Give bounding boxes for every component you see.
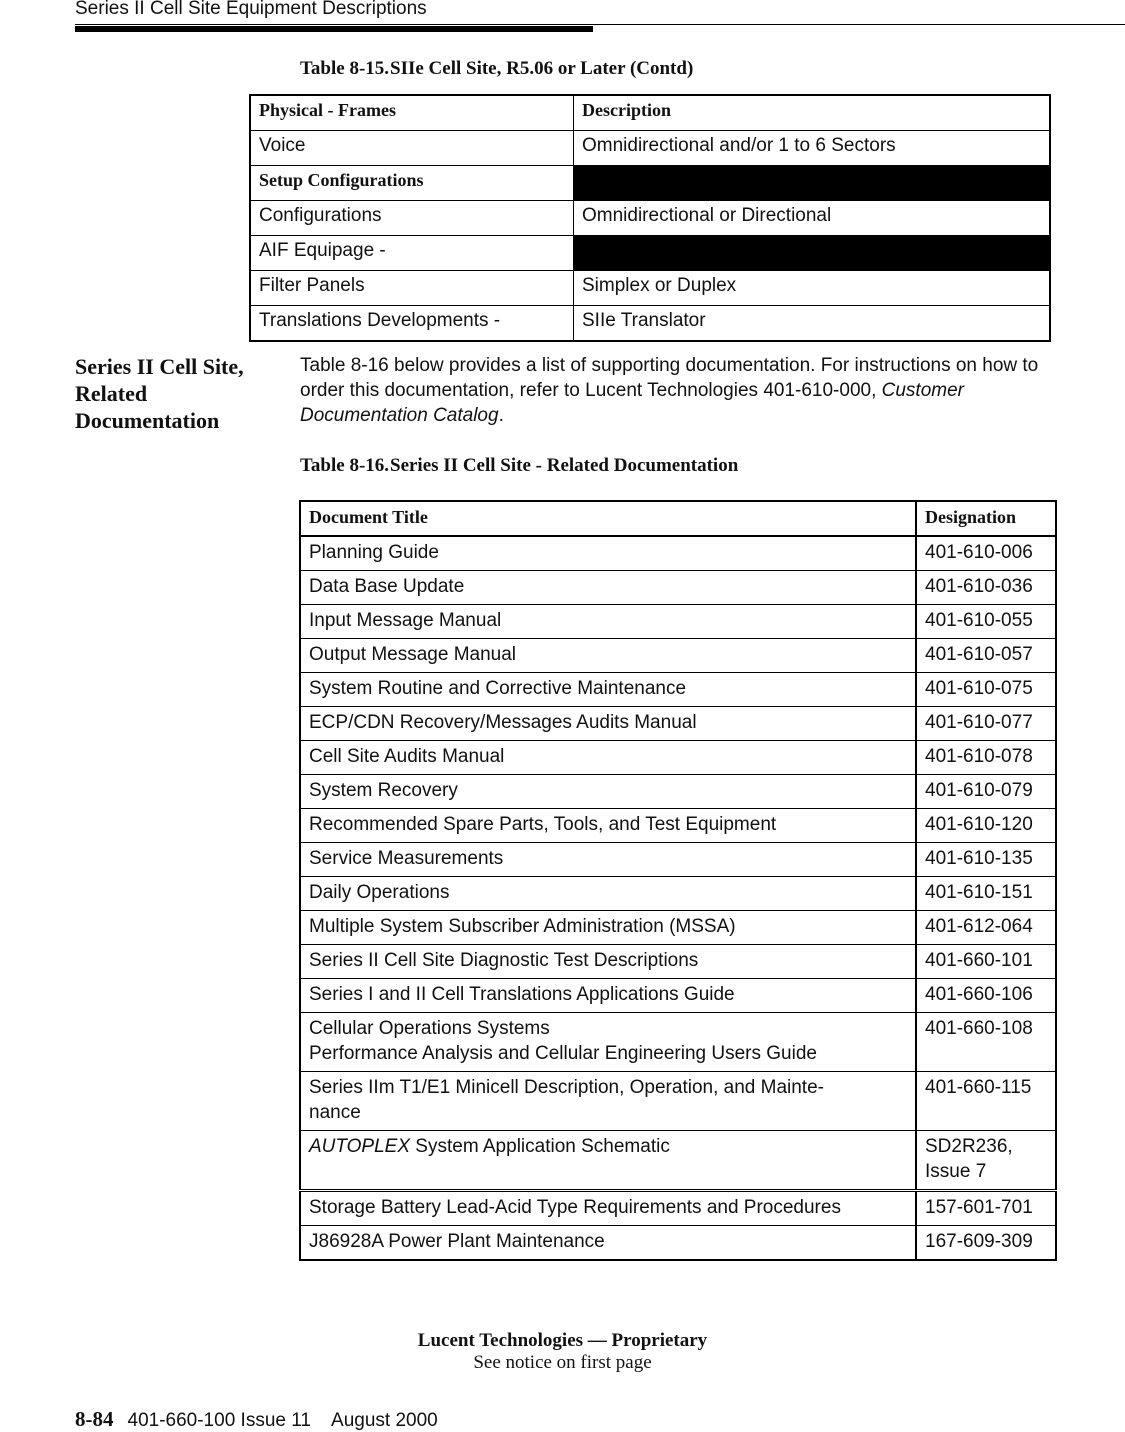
table-header-row [250, 95, 1050, 131]
table-cell: Simplex or Duplex [574, 271, 1051, 306]
document-title: Daily Operations [300, 877, 916, 911]
table-cell: AIF Equipage - [250, 236, 574, 271]
document-designation: 401-610-077 [916, 707, 1056, 741]
document-designation: 401-612-064 [916, 911, 1056, 945]
table-cell: SIIe Translator [574, 306, 1051, 342]
document-designation: 401-610-057 [916, 639, 1056, 673]
table-cell: Translations Developments - [250, 306, 574, 342]
table-row [300, 1226, 1056, 1261]
document-title-line-1: Cellular Operations Systems [309, 1018, 550, 1039]
table-cell: Omnidirectional or Directional [574, 201, 1051, 236]
designation-line-2: Issue 7 [925, 1161, 987, 1182]
document-designation: 401-610-151 [916, 877, 1056, 911]
document-designation: 401-610-079 [916, 775, 1056, 809]
table-816-caption-title: Series II Cell Site - Related Documentation [390, 455, 739, 476]
document-designation: 401-610-120 [916, 809, 1056, 843]
section-paragraph [300, 353, 1060, 428]
table-row [300, 775, 1056, 809]
document-title-line-2: Performance Analysis and Cellular Engineering Users Guide [309, 1043, 817, 1064]
document-title: Series II Cell Site Diagnostic Test Descriptions [300, 945, 916, 979]
column-header-description: Description [574, 95, 1051, 131]
document-designation: 401-660-115 [916, 1072, 1056, 1131]
table-row [300, 809, 1056, 843]
document-title [300, 1013, 916, 1072]
document-designation: 401-610-055 [916, 605, 1056, 639]
table-section-row [250, 166, 1050, 201]
document-title: Planning Guide [300, 536, 916, 571]
document-designation: 401-610-078 [916, 741, 1056, 775]
document-designation: 401-610-006 [916, 536, 1056, 571]
section-label-setup-configurations: Setup Configurations [250, 166, 574, 201]
document-title: System Recovery [300, 775, 916, 809]
document-designation: 401-660-101 [916, 945, 1056, 979]
document-title: System Routine and Corrective Maintenance [300, 673, 916, 707]
table-row [300, 1072, 1056, 1131]
table-815 [249, 94, 1051, 342]
table-row [300, 843, 1056, 877]
document-title [300, 1131, 916, 1191]
table-row [300, 639, 1056, 673]
document-title: Output Message Manual [300, 639, 916, 673]
table-cell: Configurations [250, 201, 574, 236]
document-title: Storage Battery Lead-Acid Type Requirements and Procedures [300, 1191, 916, 1226]
document-designation: 401-610-036 [916, 571, 1056, 605]
table-row [250, 306, 1050, 342]
table-cell: Filter Panels [250, 271, 574, 306]
table-row [300, 1131, 1056, 1191]
table-row [300, 945, 1056, 979]
document-title: ECP/CDN Recovery/Messages Audits Manual [300, 707, 916, 741]
document-title: Recommended Spare Parts, Tools, and Test Equipment [300, 809, 916, 843]
table-row [300, 673, 1056, 707]
document-title: Service Measurements [300, 843, 916, 877]
table-row [250, 271, 1050, 306]
table-header-row [300, 501, 1056, 536]
table-row [250, 201, 1050, 236]
table-row [300, 1013, 1056, 1072]
running-header: Series II Cell Site Equipment Descriptions [75, 0, 427, 19]
document-designation: 401-610-135 [916, 843, 1056, 877]
paragraph-text: Table 8-16 below provides a list of supporting documentation. For instructions on how to order this documentation, refer to Lucent Technologies 401-610-000, [300, 355, 1039, 401]
document-title-line-2: nance [309, 1102, 361, 1123]
table-cell: Omnidirectional and/or 1 to 6 Sectors [574, 131, 1051, 166]
document-info: 401-660-100 Issue 11 August 2000 [127, 1410, 438, 1431]
designation-line-1: SD2R236, [925, 1136, 1013, 1157]
document-designation: 401-660-106 [916, 979, 1056, 1013]
table-row [300, 911, 1056, 945]
document-title: J86928A Power Plant Maintenance [300, 1226, 916, 1261]
table-row [300, 877, 1056, 911]
document-title: Series I and II Cell Translations Applications Guide [300, 979, 916, 1013]
footer-company: Lucent Technologies — Proprietary [417, 1330, 708, 1351]
table-row [300, 605, 1056, 639]
document-designation [916, 1131, 1056, 1191]
table-815-caption [300, 58, 693, 80]
blacked-out-cell [574, 166, 1051, 201]
document-title: Input Message Manual [300, 605, 916, 639]
column-header-designation: Designation [916, 501, 1056, 536]
column-header-document-title: Document Title [300, 501, 916, 536]
table-816-caption [300, 455, 738, 477]
document-designation: 401-660-108 [916, 1013, 1056, 1072]
table-row [300, 707, 1056, 741]
table-row [250, 131, 1050, 166]
table-815-caption-title: SIIe Cell Site, R5.06 or Later (Contd) [390, 58, 694, 79]
header-bar [75, 26, 593, 32]
table-row [300, 741, 1056, 775]
table-816 [299, 500, 1057, 1261]
document-title: Multiple System Subscriber Administration (MSSA) [300, 911, 916, 945]
document-title-line-1: Series IIm T1/E1 Minicell Description, Operation, and Mainte- [309, 1077, 824, 1098]
page-number: 8-84 [75, 1407, 114, 1431]
table-row [300, 536, 1056, 571]
catalog-title: Customer Documentation Catalog [300, 380, 964, 426]
document-designation: 401-610-075 [916, 673, 1056, 707]
paragraph-end: . [498, 405, 504, 426]
table-row [300, 1191, 1056, 1226]
document-designation: 157-601-701 [916, 1191, 1056, 1226]
table-815-caption-number: Table 8-15. [300, 58, 390, 79]
table-row [250, 236, 1050, 271]
table-cell: Voice [250, 131, 574, 166]
document-title-rest: System Application Schematic [410, 1136, 670, 1157]
table-816-caption-number: Table 8-16. [300, 455, 390, 476]
document-title: Cell Site Audits Manual [300, 741, 916, 775]
section-heading: Series II Cell Site, Related Documentation [75, 354, 244, 433]
document-title [300, 1072, 916, 1131]
document-title: Data Base Update [300, 571, 916, 605]
footer-notice: See notice on first page [473, 1352, 652, 1373]
autoplex-brand: AUTOPLEX [309, 1136, 411, 1157]
blacked-out-cell [574, 236, 1051, 271]
table-row [300, 979, 1056, 1013]
table-row [300, 571, 1056, 605]
column-header-physical-frames: Physical - Frames [250, 95, 574, 131]
document-designation: 167-609-309 [916, 1226, 1056, 1261]
header-rule [75, 24, 1125, 25]
page-info [75, 1407, 438, 1432]
